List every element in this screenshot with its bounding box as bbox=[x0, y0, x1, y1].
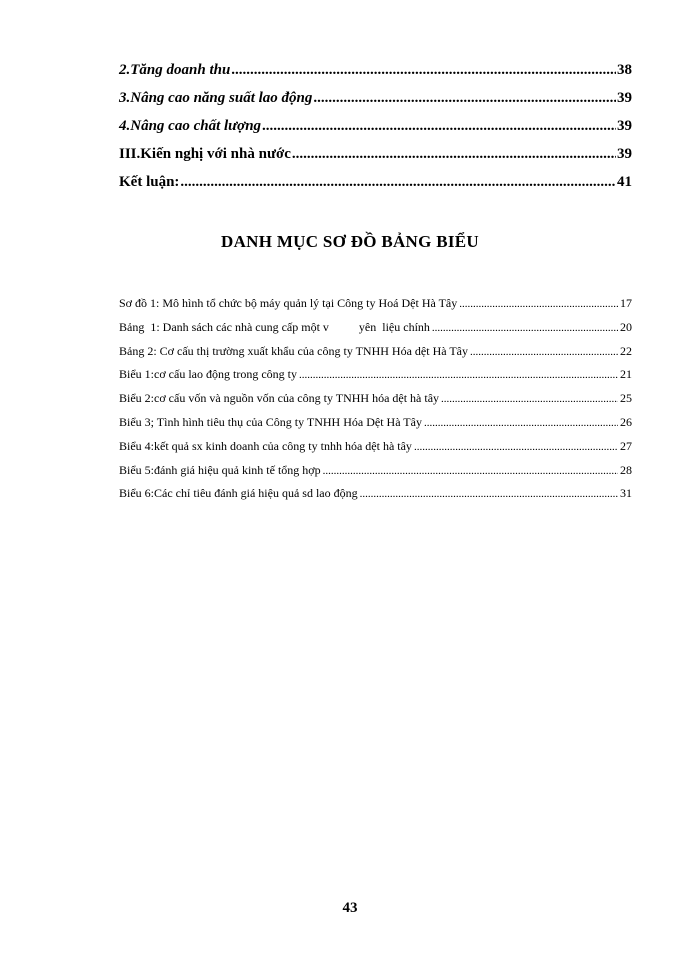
toc-entry-label: 3.Nâng cao năng suất lao động bbox=[119, 90, 313, 106]
figure-entry-page: 27 bbox=[620, 438, 632, 453]
figure-entry[interactable] bbox=[119, 439, 632, 463]
figure-entry-label: Biểu 2:cơ cấu vốn và nguồn vốn của công ty TNHH hóa dệt hà tây bbox=[119, 391, 440, 406]
figure-leader-dots bbox=[424, 417, 618, 429]
figure-entry-page: 21 bbox=[620, 367, 632, 382]
figure-entry-page: 26 bbox=[620, 414, 632, 429]
toc-entry-page: 38 bbox=[617, 62, 632, 78]
toc-leader-dots bbox=[262, 118, 616, 135]
figure-leader-dots bbox=[414, 441, 618, 453]
toc-entry[interactable] bbox=[119, 146, 632, 174]
figure-entry-label: Sơ đồ 1: Mô hình tổ chức bộ máy quản lý tại Công ty Hoá Dệt Hà Tây bbox=[119, 296, 458, 310]
figure-entry[interactable] bbox=[119, 296, 632, 320]
toc-entry-label: Kết luận: bbox=[119, 174, 180, 190]
figure-leader-dots bbox=[470, 346, 618, 358]
toc-entry[interactable] bbox=[119, 174, 632, 202]
figure-leader-dots bbox=[323, 465, 618, 477]
table-of-contents bbox=[119, 62, 632, 202]
figure-entry-label: Biểu 5:đánh giá hiệu quả kinh tế tổng hợp bbox=[119, 462, 321, 477]
figure-entry-label: Biểu 6:Các chỉ tiêu đánh giá hiệu quả sd lao động bbox=[119, 486, 358, 501]
toc-entry[interactable] bbox=[119, 62, 632, 90]
toc-entry-page: 39 bbox=[617, 118, 632, 134]
figure-entry[interactable] bbox=[119, 391, 632, 415]
figure-entry-label: Biểu 4:kết quả sx kinh doanh của công ty tnhh hóa dệt hà tây bbox=[119, 438, 412, 453]
figure-entry-label: Bảng 1: Danh sách các nhà cung cấp một v yên liệu chính bbox=[119, 319, 430, 334]
toc-leader-dots bbox=[231, 62, 616, 79]
figure-leader-dots bbox=[459, 298, 618, 310]
toc-leader-dots bbox=[292, 146, 616, 163]
toc-entry-page: 41 bbox=[617, 174, 632, 190]
figure-leader-dots bbox=[299, 369, 618, 381]
figure-entry-page: 31 bbox=[620, 486, 632, 501]
toc-entry-label: 4.Nâng cao chất lượng bbox=[119, 118, 262, 134]
toc-leader-dots bbox=[313, 90, 616, 107]
figure-entry[interactable] bbox=[119, 367, 632, 391]
toc-entry[interactable] bbox=[119, 90, 632, 118]
figure-entry-page: 28 bbox=[620, 462, 632, 477]
toc-leader-dots bbox=[180, 174, 616, 191]
figure-entry[interactable] bbox=[119, 344, 632, 368]
figure-entry[interactable] bbox=[119, 463, 632, 487]
toc-entry[interactable] bbox=[119, 118, 632, 146]
list-of-figures bbox=[119, 296, 632, 510]
figure-leader-dots bbox=[432, 322, 618, 334]
toc-entry-page: 39 bbox=[617, 90, 632, 106]
figure-entry-page: 25 bbox=[620, 391, 632, 406]
figure-entry-label: Bảng 2: Cơ cấu thị trường xuất khẩu của công ty TNHH Hóa dệt Hà Tây bbox=[119, 343, 469, 358]
figure-entry-page: 22 bbox=[620, 343, 632, 358]
figure-entry[interactable] bbox=[119, 320, 632, 344]
figure-leader-dots bbox=[441, 393, 618, 405]
figure-entry-page: 17 bbox=[620, 296, 632, 310]
figure-entry[interactable] bbox=[119, 415, 632, 439]
figure-entry-label: Biểu 1:cơ cấu lao động trong công ty bbox=[119, 367, 297, 382]
toc-entry-label: 2.Tăng doanh thu bbox=[119, 62, 231, 78]
figure-leader-dots bbox=[360, 488, 618, 500]
list-of-figures-heading: DANH MỤC SƠ ĐỒ BẢNG BIỂU bbox=[221, 232, 479, 251]
page-number: 43 bbox=[342, 900, 358, 916]
toc-entry-page: 39 bbox=[617, 146, 632, 162]
toc-entry-label: III.Kiến nghị với nhà nước bbox=[119, 146, 291, 162]
figure-entry-label: Biểu 3; Tình hình tiêu thụ của Công ty TNHH Hóa Dệt Hà Tây bbox=[119, 414, 422, 429]
figure-entry[interactable] bbox=[119, 486, 632, 510]
figure-entry-page: 20 bbox=[620, 319, 632, 334]
